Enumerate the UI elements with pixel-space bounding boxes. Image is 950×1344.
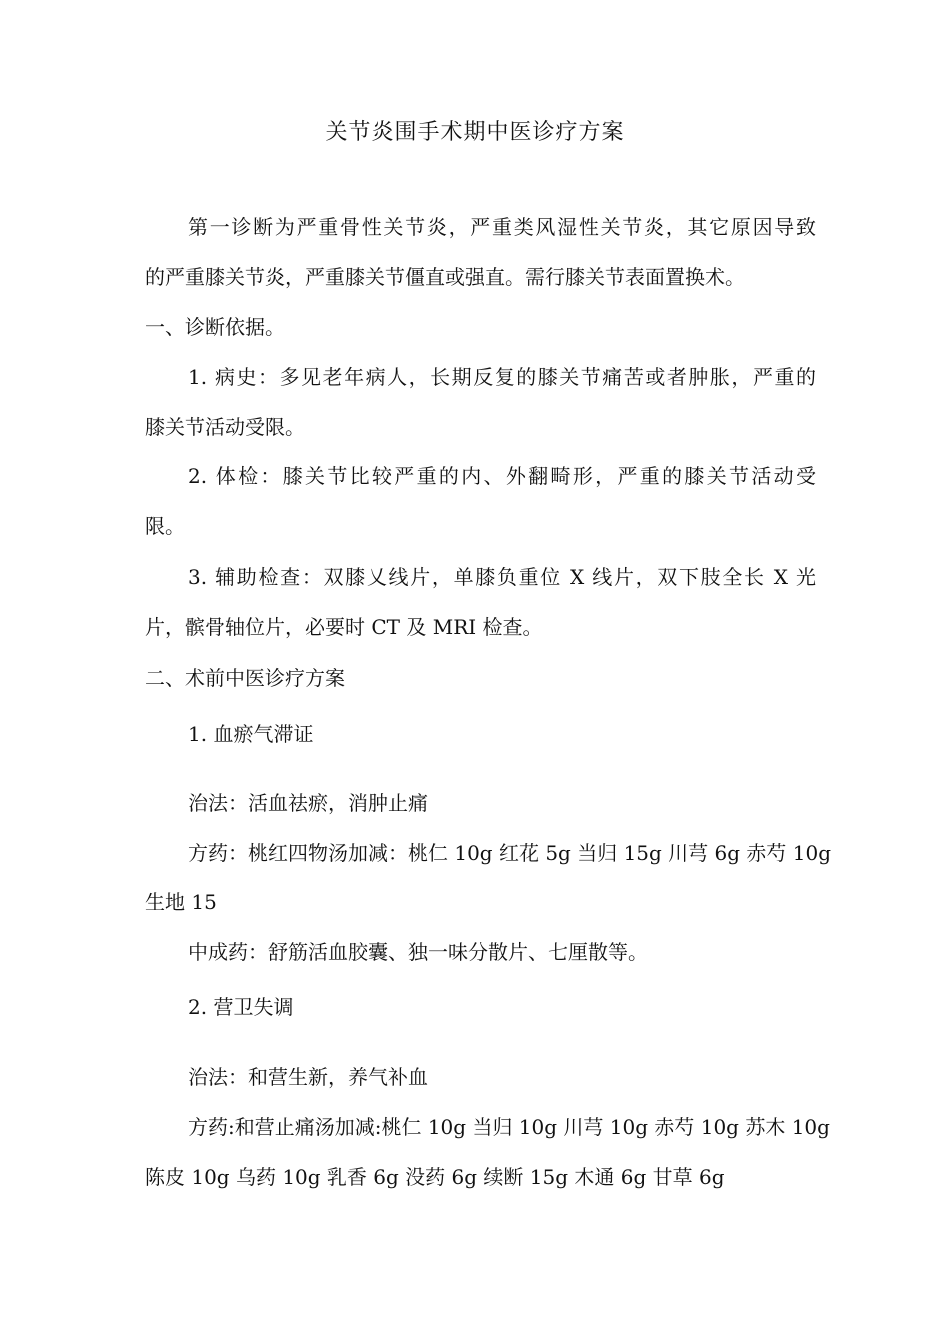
diagnosis-aux-line-1: 3. 辅助检查：双膝乂线片，单膝负重位 X 线片，双下肢全长 X 光 [188,565,816,589]
diagnosis-history-line-1: 1. 病史：多见老年病人，长期反复的膝关节痛苦或者肿胀，严重的 [188,365,816,389]
pattern-2-prescription-line-2: 陈皮 10g 乌药 10g 乳香 6g 没药 6g 续断 15g 木通 6g 甘草 6g [145,1165,725,1189]
pattern-1-patent-medicine: 中成药：舒筋活血胶囊、独一味分散片、七厘散等。 [188,940,648,964]
diagnosis-aux-line-2: 片，髌骨轴位片，必要时 CT 及 MRI 检查。 [145,615,543,639]
pattern-1-prescription-line-1: 方药：桃红四物汤加减：桃仁 10g 红花 5g 当归 15g 川芎 6g 赤芍 10g [188,841,832,865]
pattern-2-prescription-line-1: 方药:和营止痛汤加减:桃仁 10g 当归 10g 川芎 10g 赤芍 10g 苏木 10g [188,1115,830,1139]
diagnosis-history-line-2: 膝关节活动受限。 [145,415,305,439]
diagnosis-exam-line-2: 限。 [145,514,185,538]
document-title: 关节炎围手术期中医诊疗方案 [325,120,625,145]
diagnosis-exam-line-1: 2. 体检：膝关节比较严重的内、外翻畸形，严重的膝关节活动受 [188,464,816,488]
section-1-heading: 一、诊断依据。 [145,315,285,339]
pattern-2-method: 治法：和营生新，养气补血 [188,1065,428,1089]
section-2-heading: 二、术前中医诊疗方案 [145,666,345,690]
pattern-1-prescription-line-2: 生地 15 [145,890,217,914]
pattern-1-name: 1. 血瘀气滞证 [188,722,314,746]
intro-line-1: 第一诊断为严重骨性关节炎，严重类风湿性关节炎，其它原因导致 [188,215,816,239]
pattern-2-name: 2. 营卫失调 [188,995,294,1019]
intro-line-2: 的严重膝关节炎，严重膝关节僵直或强直。需行膝关节表面置换术。 [145,265,745,289]
pattern-1-method: 治法：活血祛瘀，消肿止痛 [188,791,428,815]
